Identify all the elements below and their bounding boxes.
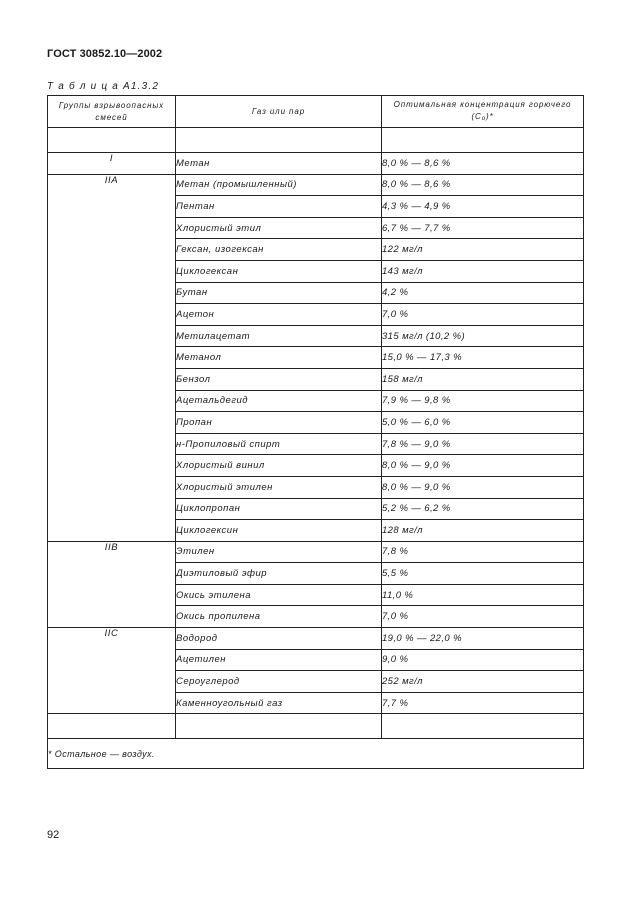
gas-cell: Ацетон	[176, 304, 382, 326]
group-cell: IIB	[48, 541, 176, 627]
concentration-cell: 8,0 % — 9,0 %	[382, 476, 584, 498]
header-concentration-subscript: о	[481, 115, 486, 122]
table-body	[48, 128, 584, 714]
page-number: 92	[47, 829, 60, 841]
gas-cell: Каменноугольный газ	[176, 692, 382, 714]
spacer-cell	[176, 714, 382, 739]
concentration-cell: 8,0 % — 8,6 %	[382, 174, 584, 196]
gas-cell: Бензол	[176, 368, 382, 390]
header-group	[48, 96, 176, 128]
concentration-cell: 7,9 % — 9,8 %	[382, 390, 584, 412]
concentration-cell: 7,8 % — 9,0 %	[382, 433, 584, 455]
gas-cell: Циклогексин	[176, 520, 382, 542]
footnote-row	[48, 739, 584, 769]
gas-cell: Этилен	[176, 541, 382, 563]
document-code: ГОСТ 30852.10—2002	[47, 48, 163, 60]
gas-cell: Циклогексан	[176, 260, 382, 282]
concentration-cell: 19,0 % — 22,0 %	[382, 628, 584, 650]
spacer-cell	[48, 714, 176, 739]
spacer-cell	[382, 714, 584, 739]
spacer-cell	[48, 128, 176, 153]
concentration-cell: 6,7 % — 7,7 %	[382, 217, 584, 239]
gas-cell: Метан (промышленный)	[176, 174, 382, 196]
concentration-cell: 7,7 %	[382, 692, 584, 714]
gas-cell: Диэтиловый эфир	[176, 563, 382, 585]
group-cell: IIC	[48, 628, 176, 714]
gas-cell: Метанол	[176, 347, 382, 369]
concentration-cell: 5,5 %	[382, 563, 584, 585]
header-concentration-tail: )*	[485, 111, 494, 121]
concentration-cell: 315 мг/л (10,2 %)	[382, 325, 584, 347]
table-caption: Т а б л и ц а А1.3.2	[47, 81, 160, 92]
concentration-cell: 15,0 % — 17,3 %	[382, 347, 584, 369]
concentration-cell: 8,0 % — 8,6 %	[382, 153, 584, 175]
table-header-row	[48, 96, 584, 128]
gas-cell: Циклопропан	[176, 498, 382, 520]
concentration-cell: 9,0 %	[382, 649, 584, 671]
gas-cell: Сероуглерод	[176, 671, 382, 693]
header-concentration-label: Оптимальная концентрация горючего (C	[393, 99, 572, 121]
concentration-cell: 122 мг/л	[382, 239, 584, 261]
header-gas	[176, 96, 382, 128]
concentration-cell: 143 мг/л	[382, 260, 584, 282]
concentration-cell: 5,0 % — 6,0 %	[382, 412, 584, 434]
gas-cell: Хлористый этилен	[176, 476, 382, 498]
gas-cell: н-Пропиловый спирт	[176, 433, 382, 455]
concentration-cell: 4,3 % — 4,9 %	[382, 196, 584, 218]
concentration-cell: 158 мг/л	[382, 368, 584, 390]
header-gas-label: Газ или пар	[251, 106, 306, 116]
table-row	[48, 541, 584, 563]
concentration-cell: 7,8 %	[382, 541, 584, 563]
header-group-label: Группы взрывоопасных смесей	[58, 100, 165, 122]
concentration-cell: 5,2 % — 6,2 %	[382, 498, 584, 520]
table-row	[48, 153, 584, 175]
gas-cell: Ацетальдегид	[176, 390, 382, 412]
gas-cell: Пентан	[176, 196, 382, 218]
table-row	[48, 174, 584, 196]
spacer-row	[48, 128, 584, 153]
gas-cell: Окись этилена	[176, 584, 382, 606]
gas-cell: Гексан, изогексан	[176, 239, 382, 261]
spacer-cell	[176, 128, 382, 153]
gas-cell: Бутан	[176, 282, 382, 304]
gas-concentration-table	[47, 95, 584, 769]
gas-cell: Хлористый этил	[176, 217, 382, 239]
header-concentration	[382, 96, 584, 128]
gas-cell: Метилацетат	[176, 325, 382, 347]
spacer-cell	[382, 128, 584, 153]
footnote: * Остальное — воздух.	[48, 739, 584, 769]
concentration-cell: 8,0 % — 9,0 %	[382, 455, 584, 477]
gas-cell: Ацетилен	[176, 649, 382, 671]
concentration-cell: 4,2 %	[382, 282, 584, 304]
gas-cell: Окись пропилена	[176, 606, 382, 628]
concentration-cell: 128 мг/л	[382, 520, 584, 542]
concentration-cell: 252 мг/л	[382, 671, 584, 693]
concentration-cell: 11,0 %	[382, 584, 584, 606]
gas-cell: Водород	[176, 628, 382, 650]
gas-cell: Пропан	[176, 412, 382, 434]
table-row	[48, 628, 584, 650]
gas-cell: Метан	[176, 153, 382, 175]
group-cell: IIA	[48, 174, 176, 541]
group-cell: I	[48, 153, 176, 175]
gas-cell: Хлористый винил	[176, 455, 382, 477]
concentration-cell: 7,0 %	[382, 304, 584, 326]
concentration-cell: 7,0 %	[382, 606, 584, 628]
spacer-row	[48, 714, 584, 739]
